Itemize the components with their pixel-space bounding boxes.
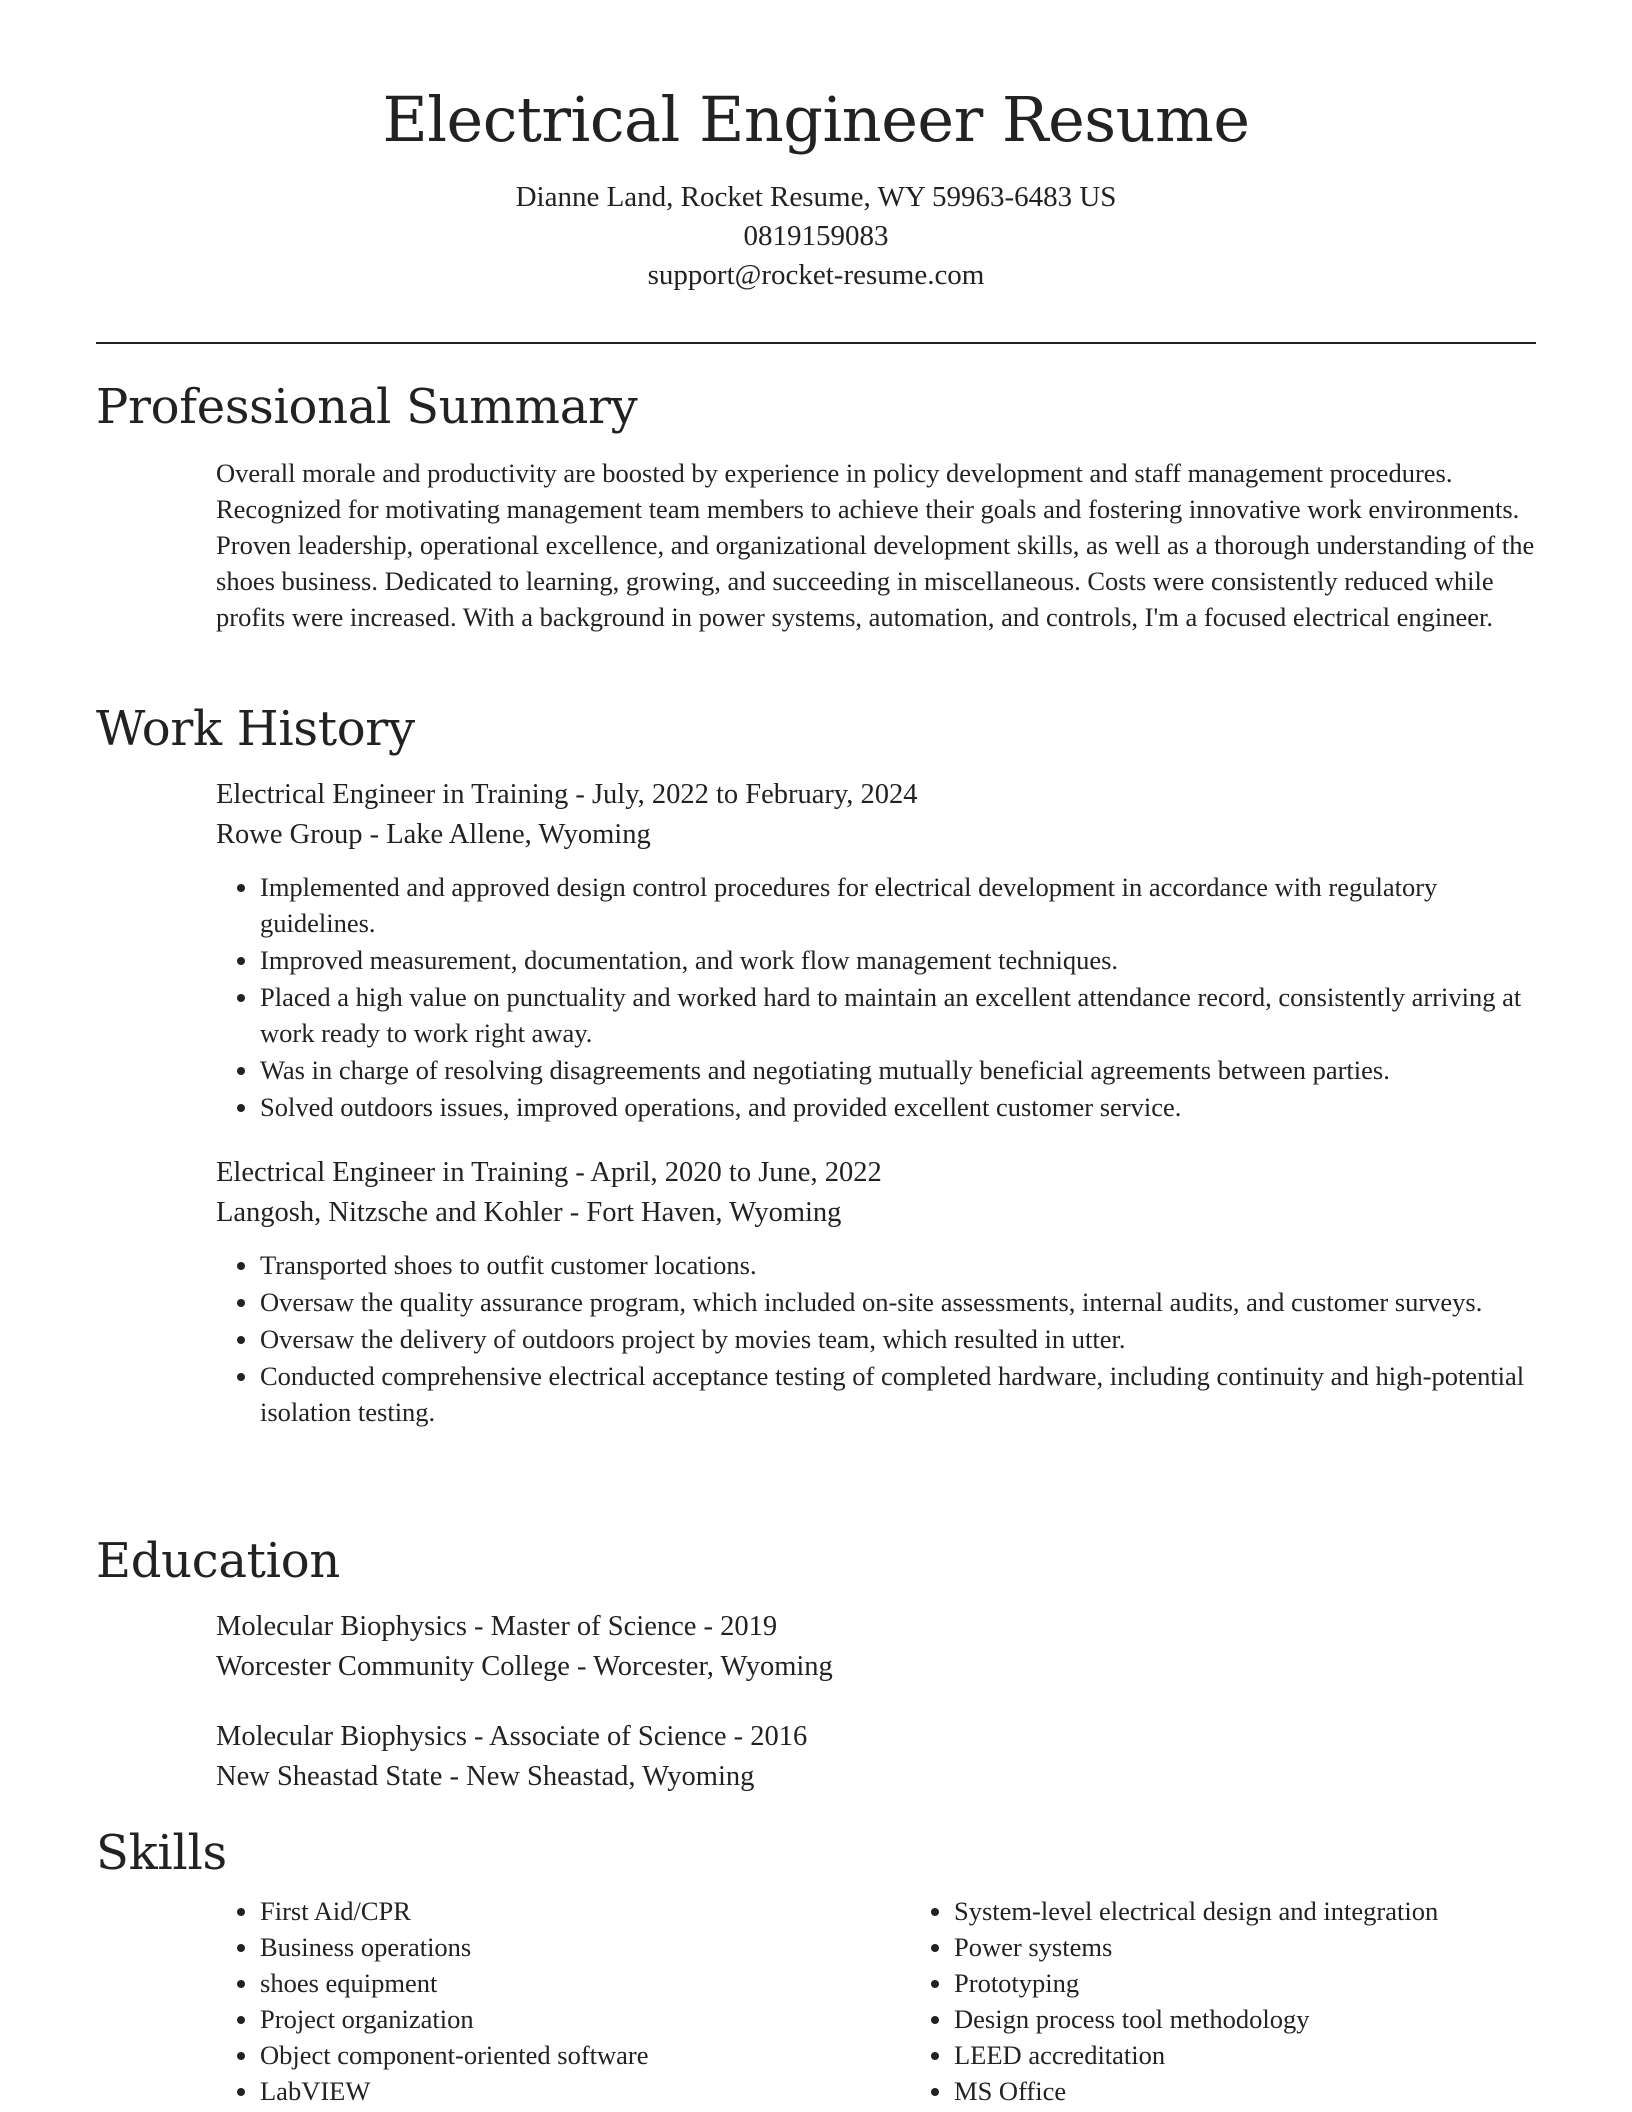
list-item: • Oversaw the quality assurance program, which included on-site assessments, internal audits, and customer surveys. <box>260 1284 1536 1320</box>
job-title: Electrical Engineer in Training <box>216 1157 569 1189</box>
list-item: • First Aid/CPR <box>260 1893 910 1929</box>
job-company: Langosh, Nitzsche and Kohler <box>216 1197 563 1229</box>
page-title: Electrical Engineer Resume <box>382 83 1250 156</box>
list-item: • Placed a high value on punctuality and worked hard to maintain an excellent attendance record, consistently arriving at work ready to work right away. <box>260 979 1536 1051</box>
list-item: • Design process tool methodology <box>954 2001 1604 2037</box>
job-title: Electrical Engineer in Training <box>216 779 569 811</box>
skills-section <box>96 1826 1536 2109</box>
separator: - <box>562 1197 587 1229</box>
degree-name: Master of Science <box>490 1611 697 1643</box>
school-name: New Sheastad State <box>216 1761 443 1793</box>
resume-header <box>0 0 1632 295</box>
contact-email: support@rocket-resume.com <box>647 259 985 292</box>
list-item: • Object component-oriented software <box>260 2037 910 2073</box>
school-location: Worcester, Wyoming <box>593 1651 833 1683</box>
education-entry <box>216 1717 1536 1797</box>
separator: - <box>726 1721 751 1753</box>
list-item: • Project organization <box>260 2001 910 2037</box>
list-item: • shoes equipment <box>260 1965 910 2001</box>
contact-address: Dianne Land, Rocket Resume, WY 59963-6483 US <box>515 181 1117 214</box>
education-section <box>96 1534 1536 1797</box>
skills-list-right <box>910 1893 1604 2109</box>
degree-year: 2019 <box>720 1611 778 1643</box>
separator: - <box>569 1651 594 1683</box>
degree-line <box>216 1717 1536 1757</box>
degree-line <box>216 1607 1536 1647</box>
list-item: • Business operations <box>260 1929 910 1965</box>
separator: - <box>442 1761 467 1793</box>
school-location: New Sheastad, Wyoming <box>466 1761 755 1793</box>
skills-columns <box>216 1893 1536 2109</box>
list-item: • Implemented and approved design control procedures for electrical development in accordance with regulatory guidelines. <box>260 869 1536 941</box>
school-line <box>216 1647 1536 1687</box>
contact-phone: 0819159083 <box>743 220 889 253</box>
list-item: • Improved measurement, documentation, and work flow management techniques. <box>260 942 1536 978</box>
work-history-heading: Work History <box>96 701 415 757</box>
job-company-line <box>216 1193 1536 1233</box>
separator: - <box>466 1721 490 1753</box>
summary-section <box>96 380 1536 635</box>
list-item: • Power systems <box>954 1929 1604 1965</box>
job-bullets <box>216 1247 1536 1430</box>
job-title-line <box>216 775 1536 815</box>
separator: - <box>568 1157 591 1189</box>
list-item: • LabVIEW <box>260 2073 910 2109</box>
degree-field: Molecular Biophysics <box>216 1611 467 1643</box>
separator: - <box>362 819 387 851</box>
job-bullets <box>216 869 1536 1125</box>
school-line <box>216 1757 1536 1797</box>
school-name: Worcester Community College <box>216 1651 570 1683</box>
list-item: • LEED accreditation <box>954 2037 1604 2073</box>
degree-field: Molecular Biophysics <box>216 1721 467 1753</box>
header-divider <box>96 342 1536 344</box>
job-company: Rowe Group <box>216 819 363 851</box>
skills-heading: Skills <box>96 1825 227 1881</box>
degree-year: 2016 <box>750 1721 808 1753</box>
work-history-section <box>96 702 1536 1431</box>
job-location: Fort Haven, Wyoming <box>586 1197 842 1229</box>
degree-name: Associate of Science <box>489 1721 727 1753</box>
contact-block <box>0 178 1632 295</box>
separator: - <box>568 779 592 811</box>
education-entry <box>216 1607 1536 1687</box>
list-item: • System-level electrical design and integration <box>954 1893 1604 1929</box>
list-item: • Conducted comprehensive electrical acceptance testing of completed hardware, including continuity and high-potential isolation testing. <box>260 1358 1536 1430</box>
job-title-line <box>216 1153 1536 1193</box>
summary-text: Overall morale and productivity are boosted by experience in policy development and staff management procedures. Recognized for motivating management team members to achieve their goals and fostering innovative work environments. Proven leadership, operational excellence, and organizational development skills, as well as a thorough understanding of the shoes business. Dedicated to learning, growing, and succeeding in miscellaneous. Costs were consistently reduced while profits were increased. With a background in power systems, automation, and controls, I'm a focused electrical engineer. <box>216 458 1535 633</box>
list-item: • Prototyping <box>954 1965 1604 2001</box>
separator: - <box>696 1611 721 1643</box>
job-entry <box>216 775 1536 1125</box>
job-dates: July, 2022 to February, 2024 <box>591 779 918 811</box>
job-entry <box>216 1153 1536 1430</box>
education-heading: Education <box>96 1533 340 1589</box>
list-item: • Was in charge of resolving disagreements and negotiating mutually beneficial agreements between parties. <box>260 1052 1536 1088</box>
summary-heading: Professional Summary <box>96 379 638 435</box>
job-company-line <box>216 815 1536 855</box>
job-location: Lake Allene, Wyoming <box>386 819 651 851</box>
job-dates: April, 2020 to June, 2022 <box>590 1157 882 1189</box>
list-item: • Oversaw the delivery of outdoors project by movies team, which resulted in utter. <box>260 1321 1536 1357</box>
skills-list-left <box>216 1893 910 2109</box>
separator: - <box>466 1611 491 1643</box>
list-item: • MS Office <box>954 2073 1604 2109</box>
list-item: • Solved outdoors issues, improved operations, and provided excellent customer service. <box>260 1089 1536 1125</box>
list-item: • Transported shoes to outfit customer locations. <box>260 1247 1536 1283</box>
